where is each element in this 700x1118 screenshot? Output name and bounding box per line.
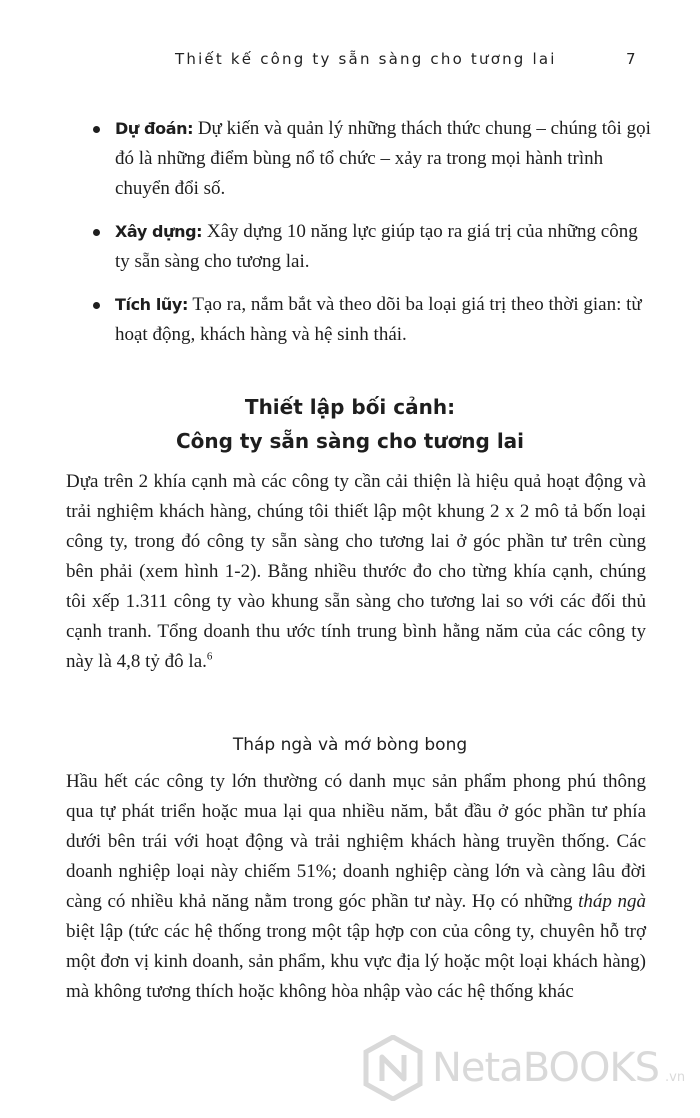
section-heading (0, 390, 700, 458)
section-heading-line-1: Thiết lập bối cảnh: (244, 395, 456, 419)
watermark-brand: NetaBOOKS (432, 1045, 660, 1091)
watermark-suffix: .vn (665, 1070, 686, 1085)
subsection-heading: Tháp ngà và mớ bòng bong (232, 735, 468, 755)
bullet-term: Tích lũy: (115, 295, 188, 314)
list-item (93, 217, 653, 277)
paragraph-text-end: biệt lập (tức các hệ thống trong một tập hợp con của công ty, chuyên hỗ trợ một đơn vị kinh doanh, sản phẩm, khu vực địa lý hoặc một loại khách hàng) mà không tương thích hoặc không hòa nhập vào các hệ thống khác (66, 921, 646, 1002)
footnote-reference[interactable]: 6 (206, 650, 213, 663)
bullet-text: Dự kiến và quản lý những thách thức chung – chúng tôi gọi đó là những điểm bùng nổ tổ chức – xảy ra trong mọi hành trình chuyển đổi số. (115, 118, 651, 199)
running-title: Thiết kế công ty sẵn sàng cho tương lai (175, 50, 557, 68)
section-heading-line-2: Công ty sẵn sàng cho tương lai (175, 429, 525, 453)
bullet-term: Xây dựng: (115, 222, 203, 241)
body-paragraph (66, 467, 646, 677)
bullet-icon (93, 229, 100, 236)
bullet-icon (93, 126, 100, 133)
list-item (93, 114, 653, 204)
bullet-icon (93, 302, 100, 309)
bullet-text: Xây dựng 10 năng lực giúp tạo ra giá trị của những công ty sẵn sàng cho tương lai. (115, 221, 638, 272)
netabooks-logo-icon (362, 1035, 424, 1101)
list-item (93, 290, 653, 350)
paragraph-text: Dựa trên 2 khía cạnh mà các công ty cần cải thiện là hiệu quả hoạt động và trải nghiệm khách hàng, chúng tôi thiết lập một khung 2 x 2 mô tả bốn loại công ty, trong đó công ty sẵn sàng cho tương lai ở góc phần tư trên cùng bên phải (xem hình 1-2). Bằng nhiều thước đo cho từng khía cạnh, chúng tôi xếp 1.311 công ty vào khung sẵn sàng cho tương lai so với các đối thủ cạnh tranh. Tổng doanh thu ước tính trung bình hằng năm của các công ty này là 4,8 tỷ đô la. (66, 471, 646, 672)
bullet-text: Tạo ra, nắm bắt và theo dõi ba loại giá trị theo thời gian: từ hoạt động, khách hàng và hệ sinh thái. (115, 294, 642, 345)
running-header (0, 50, 700, 80)
watermark (362, 1035, 692, 1105)
italic-term: tháp ngà (578, 891, 646, 912)
bullet-term: Dự đoán: (115, 119, 194, 138)
bullet-list (93, 114, 653, 363)
page-number: 7 (626, 50, 636, 68)
body-paragraph (66, 767, 646, 1007)
paragraph-text-start: Hầu hết các công ty lớn thường có danh mục sản phẩm phong phú thông qua tự phát triển hoặc mua lại qua nhiều năm, bắt đầu ở góc phần tư phía dưới bên trái với hoạt động và trải nghiệm khách hàng truyền thống. Các doanh nghiệp loại này chiếm 51%; doanh nghiệp càng lớn và càng lâu đời càng có nhiều khả năng nằm trong góc phần tư này. Họ có những (66, 771, 646, 912)
